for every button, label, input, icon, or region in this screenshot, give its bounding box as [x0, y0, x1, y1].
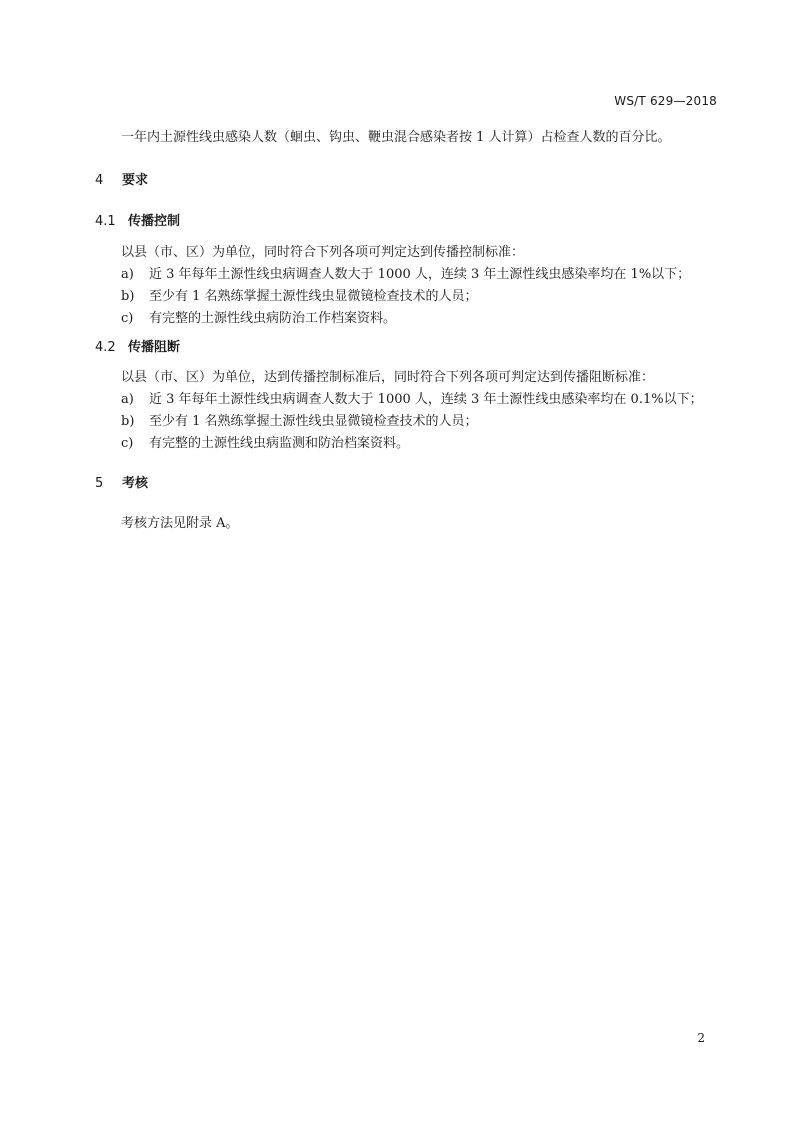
list-item	[121, 414, 478, 430]
list-item	[121, 436, 409, 452]
list-marker: b)	[121, 289, 135, 304]
list-item-text: 有完整的土源性线虫病监测和防治档案资料。	[149, 436, 410, 451]
section-4-1-title: 传播控制	[128, 214, 181, 229]
list-item	[121, 392, 703, 408]
section-5-heading	[95, 476, 148, 492]
section-5-number: 5	[95, 476, 104, 491]
list-marker: b)	[121, 414, 135, 429]
section-4-1-intro: 以县（市、区）为单位，同时符合下列各项可判定达到传播控制标准：	[121, 245, 525, 260]
section-5-text: 考核方法见附录 A。	[121, 516, 239, 531]
list-item-text: 近 3 年每年土源性线虫病调查人数大于 1000 人，连续 3 年土源性线虫感染率均在 1%以下；	[149, 267, 691, 282]
section-4-number: 4	[95, 173, 104, 188]
list-item	[121, 289, 478, 305]
section-4-heading	[95, 173, 148, 189]
section-5-title: 考核	[122, 476, 149, 491]
section-4-1-number: 4.1	[95, 214, 116, 229]
section-4-2-number: 4.2	[95, 340, 116, 355]
list-marker: a)	[121, 392, 134, 407]
page-number: 2	[697, 1031, 705, 1045]
section-4-2-intro: 以县（市、区）为单位，达到传播控制标准后，同时符合下列各项可判定达到传播阻断标准：	[121, 370, 655, 385]
list-item-text: 近 3 年每年土源性线虫病调查人数大于 1000 人，连续 3 年土源性线虫感染率均在 0.1%以下；	[149, 392, 703, 407]
list-item-text: 有完整的土源性线虫病防治工作档案资料。	[149, 311, 397, 326]
definition-text: 一年内土源性线虫感染人数（蛔虫、钩虫、鞭虫混合感染者按 1 人计算）占检查人数的百分比。	[121, 130, 671, 145]
list-item	[121, 267, 690, 283]
list-item-text: 至少有 1 名熟练掌握土源性线虫显微镜检查技术的人员；	[149, 289, 478, 304]
list-marker: a)	[121, 267, 134, 282]
list-marker: c)	[121, 436, 134, 451]
section-4-1-heading	[95, 214, 180, 230]
list-item-text: 至少有 1 名熟练掌握土源性线虫显微镜检查技术的人员；	[149, 414, 478, 429]
document-id: WS/T 629—2018	[614, 94, 717, 108]
list-marker: c)	[121, 311, 134, 326]
section-4-2-heading	[95, 340, 180, 356]
section-4-title: 要求	[122, 173, 149, 188]
list-item	[121, 311, 396, 327]
section-4-2-title: 传播阻断	[128, 340, 181, 355]
